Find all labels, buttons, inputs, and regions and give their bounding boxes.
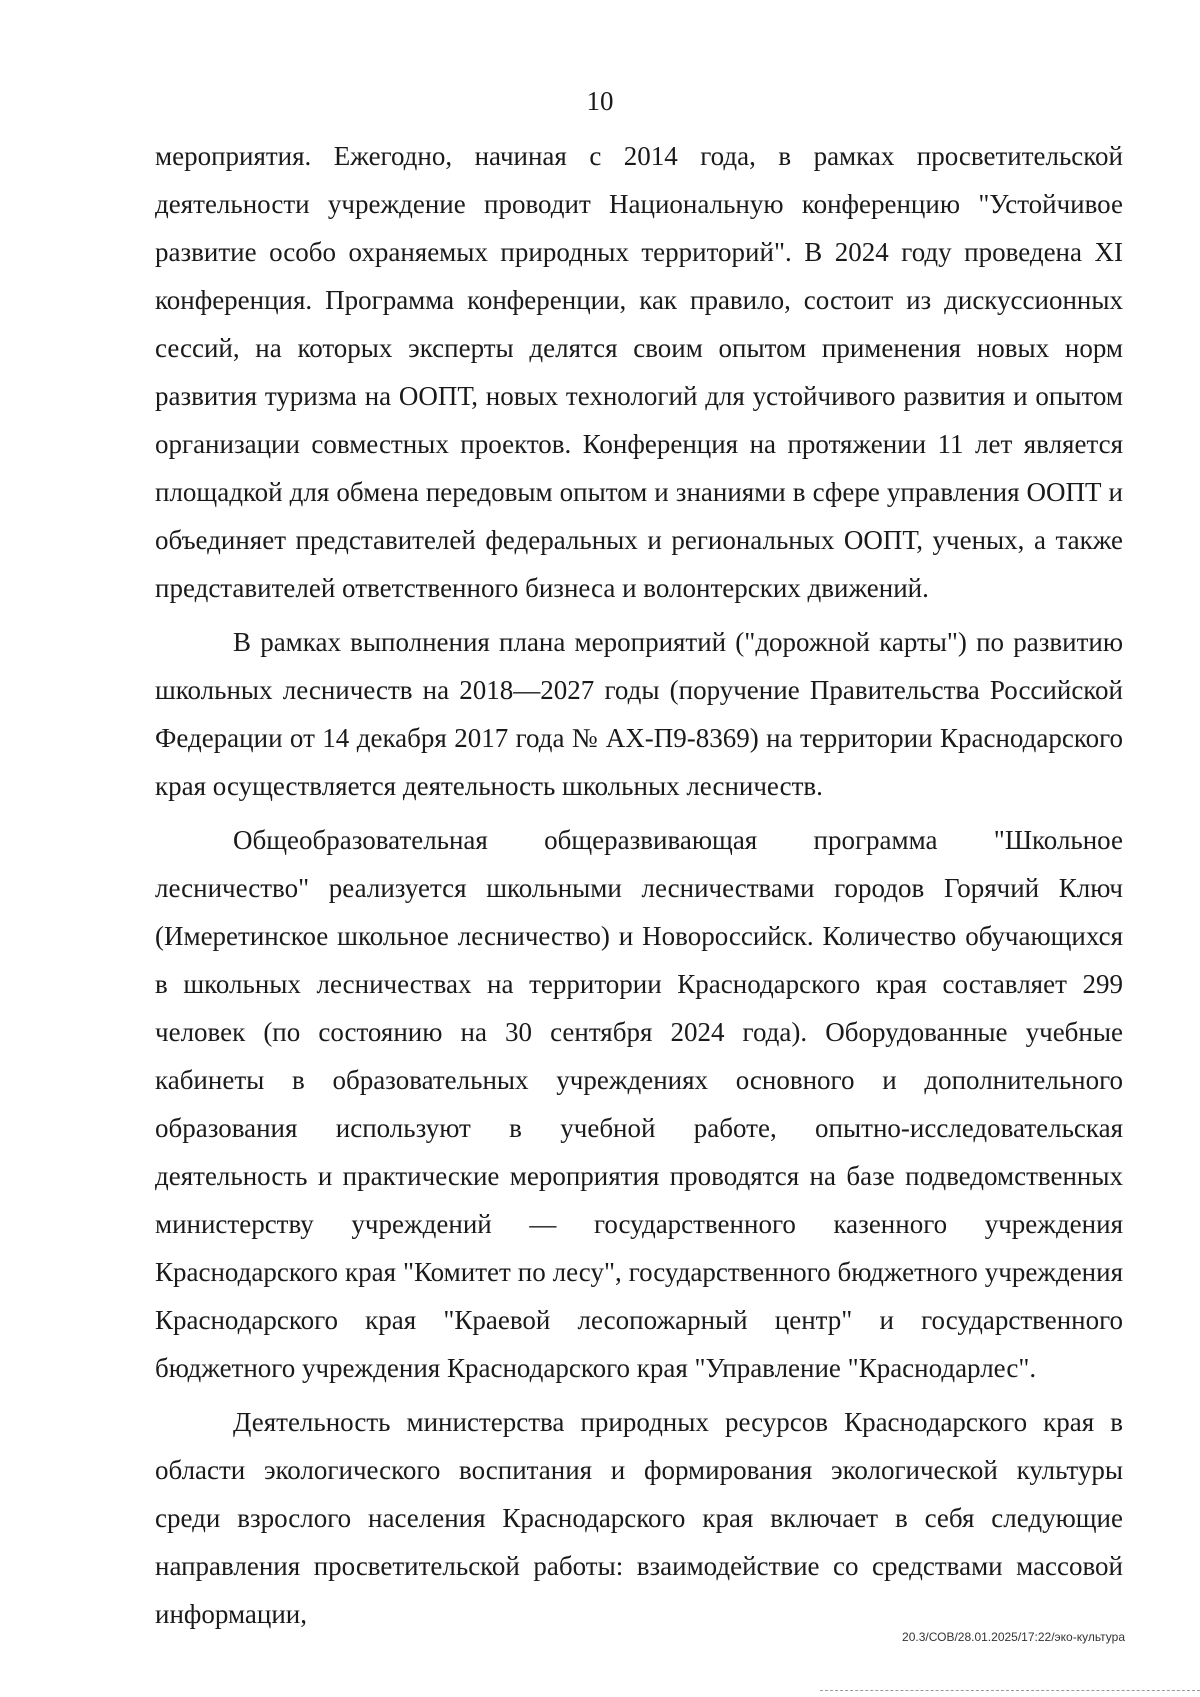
page-number: 10	[586, 86, 614, 116]
scan-edge-line	[820, 1690, 1200, 1693]
body-text	[155, 132, 1123, 1638]
paragraph-conference: мероприятия. Ежегодно, начиная с 2014 года, в рамках просветительской деятельности учреждение проводит Национальную конференцию "Устойчивое развитие особо охраняемых природных территорий". В 2024 году проведена XI конференция. Программа конференции, как правило, состоит из дискуссионных сессий, на которых эксперты делятся своим опытом применения новых норм развития туризма на ООПТ, новых технологий для устойчивого развития и опытом организации совместных проектов. Конференция на протяжении 11 лет является площадкой для обмена передовым опытом и знаниями в сфере управления ООПТ и объединяет представителей федеральных и региональных ООПТ, ученых, а также представителей ответственного бизнеса и волонтерских движений.	[155, 141, 1123, 603]
paragraph-ministry-activity: Деятельность министерства природных ресурсов Краснодарского края в области экологического воспитания и формирования экологической культуры среди взрослого населения Краснодарского края включает в себя следующие направления просветительской работы: взаимодействие со средствами массовой информации,	[155, 1407, 1123, 1629]
paragraph-school-forestry-program: Общеобразовательная общеразвивающая программа "Школьное лесничество" реализуется школьными лесничествами городов Горячий Ключ (Имеретинское школьное лесничество) и Новороссийск. Количество обучающихся в школьных лесничествах на территории Краснодарского края составляет 299 человек (по состоянию на 30 сентября 2024 года). Оборудованные учебные кабинеты в образовательных учреждениях основного и дополнительного образования используют в учебной работе, опытно-исследовательская деятельность и практические мероприятия проводятся на базе подведомственных министерству учреждений — государственного казенного учреждения Краснодарского края "Комитет по лесу", государственного бюджетного учреждения Краснодарского края "Краевой лесопожарный центр" и государственного бюджетного учреждения Краснодарского края "Управление "Краснодарлес".	[155, 825, 1123, 1383]
document-footer-code: 20.3/СОВ/28.01.2025/17:22/эко-культура	[902, 1630, 1125, 1644]
paragraph-school-forestries-plan: В рамках выполнения плана мероприятий ("дорожной карты") по развитию школьных лесничеств на 2018—2027 годы (поручение Правительства Российской Федерации от 14 декабря 2017 года № АХ-П9-8369) на территории Краснодарского края осуществляется деятельность школьных лесничеств.	[155, 627, 1123, 801]
